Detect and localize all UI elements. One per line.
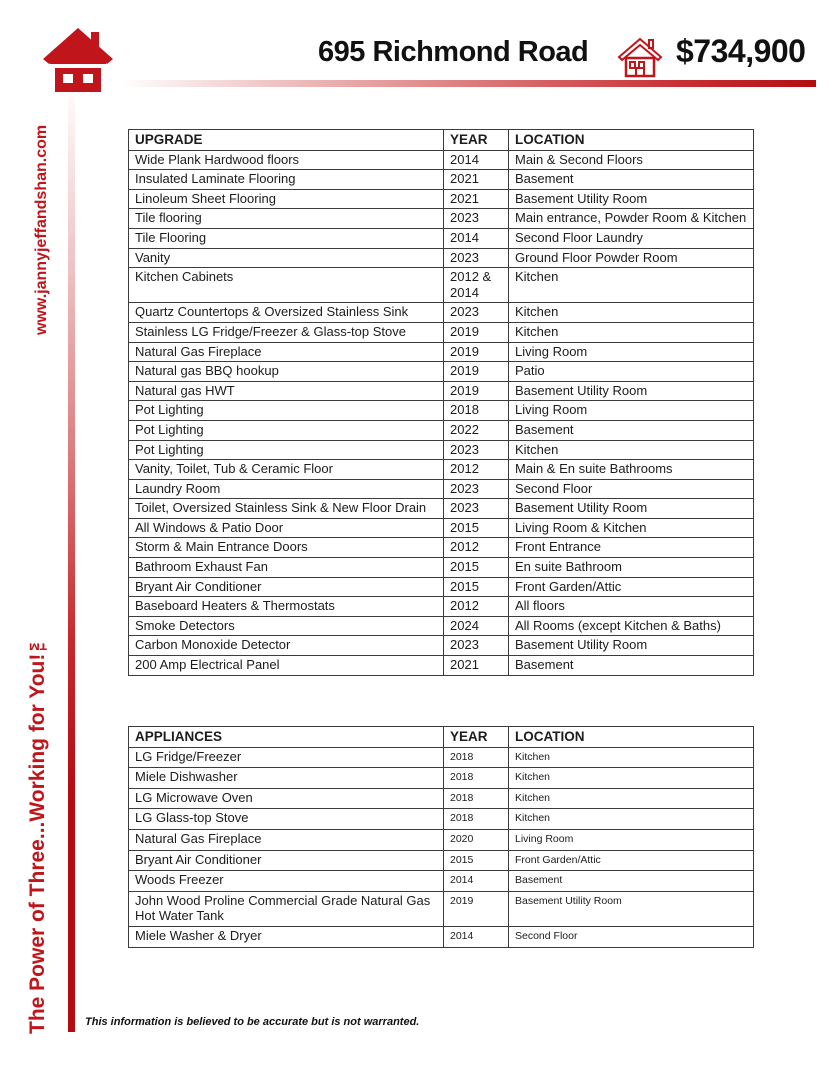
table-cell: Natural gas HWT <box>129 381 444 401</box>
table-cell: 2015 <box>444 558 509 578</box>
table-cell: 2015 <box>444 577 509 597</box>
table-cell: Vanity, Toilet, Tub & Ceramic Floor <box>129 460 444 480</box>
table-cell: Living Room <box>509 829 754 850</box>
table-cell: Pot Lighting <box>129 401 444 421</box>
table-cell: LG Fridge/Freezer <box>129 747 444 768</box>
table-cell: Second Floor <box>509 926 754 947</box>
table-cell: 2018 <box>444 768 509 789</box>
table-row <box>129 499 754 519</box>
table-cell: Kitchen <box>509 747 754 768</box>
table-row <box>129 248 754 268</box>
table-cell: 2012 <box>444 597 509 617</box>
table-cell: Basement Utility Room <box>509 499 754 519</box>
table-cell: John Wood Proline Commercial Grade Natural Gas Hot Water Tank <box>129 891 444 926</box>
table-cell: Kitchen <box>509 809 754 830</box>
website-link[interactable]: www.jannyjeffandshan.com <box>33 124 50 335</box>
table-row <box>129 850 754 871</box>
table-cell: Vanity <box>129 248 444 268</box>
column-header-year: YEAR <box>444 727 509 748</box>
table-cell: Natural Gas Fireplace <box>129 829 444 850</box>
table-cell: Baseboard Heaters & Thermostats <box>129 597 444 617</box>
table-cell: Carbon Monoxide Detector <box>129 636 444 656</box>
table-cell: 2014 <box>444 871 509 892</box>
table-cell: Basement <box>509 170 754 190</box>
table-cell: Natural gas BBQ hookup <box>129 362 444 382</box>
table-row <box>129 809 754 830</box>
table-cell: 2014 <box>444 228 509 248</box>
table-cell: Second Floor <box>509 479 754 499</box>
table-cell: Kitchen <box>509 788 754 809</box>
table-cell: Tile Flooring <box>129 228 444 248</box>
table-cell: Laundry Room <box>129 479 444 499</box>
house-filled-icon <box>42 28 114 92</box>
table-cell: Bryant Air Conditioner <box>129 850 444 871</box>
table-cell: 2015 <box>444 850 509 871</box>
table-cell: Ground Floor Powder Room <box>509 248 754 268</box>
table-row <box>129 829 754 850</box>
price: $734,900 <box>676 33 806 69</box>
table-cell: Woods Freezer <box>129 871 444 892</box>
table-cell: Pot Lighting <box>129 440 444 460</box>
table-cell: Basement Utility Room <box>509 381 754 401</box>
table-cell: Front Entrance <box>509 538 754 558</box>
table-cell: Miele Washer & Dryer <box>129 926 444 947</box>
table-row <box>129 460 754 480</box>
table-cell: 2014 <box>444 150 509 170</box>
table-cell: Wide Plank Hardwood floors <box>129 150 444 170</box>
appliances-table <box>128 726 754 948</box>
table-cell: 2022 <box>444 420 509 440</box>
table-cell: Living Room & Kitchen <box>509 518 754 538</box>
table-row <box>129 228 754 248</box>
table-cell: 2023 <box>444 636 509 656</box>
table-row <box>129 616 754 636</box>
table-cell: Kitchen <box>509 268 754 303</box>
table-cell: 2012 & 2014 <box>444 268 509 303</box>
table-cell: 2021 <box>444 170 509 190</box>
table-row <box>129 747 754 768</box>
table-cell: Bathroom Exhaust Fan <box>129 558 444 578</box>
table-row <box>129 926 754 947</box>
table-cell: Basement <box>509 871 754 892</box>
table-cell: LG Glass-top Stove <box>129 809 444 830</box>
table-row <box>129 518 754 538</box>
table-row <box>129 401 754 421</box>
appliances-header-row <box>129 727 754 748</box>
table-cell: Living Room <box>509 342 754 362</box>
column-header-upgrade: UPGRADE <box>129 130 444 151</box>
table-cell: LG Microwave Oven <box>129 788 444 809</box>
table-cell: Front Garden/Attic <box>509 850 754 871</box>
table-cell: Kitchen <box>509 303 754 323</box>
table-cell: 2019 <box>444 381 509 401</box>
table-cell: 2019 <box>444 362 509 382</box>
table-cell: Main entrance, Powder Room & Kitchen <box>509 209 754 229</box>
table-cell: 2018 <box>444 747 509 768</box>
table-row <box>129 656 754 676</box>
table-cell: 2021 <box>444 189 509 209</box>
table-cell: Kitchen <box>509 440 754 460</box>
table-cell: Stainless LG Fridge/Freezer & Glass-top Stove <box>129 322 444 342</box>
table-cell: Living Room <box>509 401 754 421</box>
table-cell: All Rooms (except Kitchen & Baths) <box>509 616 754 636</box>
disclaimer-text: This information is believed to be accurate but is not warranted. <box>85 1016 420 1028</box>
table-row <box>129 362 754 382</box>
table-row <box>129 303 754 323</box>
table-row <box>129 381 754 401</box>
table-cell: 2023 <box>444 499 509 519</box>
table-cell: 2018 <box>444 809 509 830</box>
table-cell: 2023 <box>444 479 509 499</box>
table-row <box>129 150 754 170</box>
table-cell: Main & En suite Bathrooms <box>509 460 754 480</box>
table-cell: 2014 <box>444 926 509 947</box>
column-header-location: LOCATION <box>509 130 754 151</box>
table-cell: Tile flooring <box>129 209 444 229</box>
table-row <box>129 170 754 190</box>
table-row <box>129 577 754 597</box>
table-cell: Toilet, Oversized Stainless Sink & New Floor Drain <box>129 499 444 519</box>
header-divider <box>120 80 816 87</box>
table-cell: 2018 <box>444 788 509 809</box>
table-cell: Second Floor Laundry <box>509 228 754 248</box>
table-cell: All Windows & Patio Door <box>129 518 444 538</box>
table-cell: 2012 <box>444 460 509 480</box>
table-row <box>129 597 754 617</box>
table-cell: 2023 <box>444 440 509 460</box>
page-title: 695 Richmond Road <box>318 36 589 68</box>
table-cell: 2015 <box>444 518 509 538</box>
vertical-divider <box>68 95 75 1032</box>
table-cell: 2020 <box>444 829 509 850</box>
table-cell: 2019 <box>444 342 509 362</box>
upgrades-table <box>128 129 754 676</box>
table-row <box>129 322 754 342</box>
table-cell: 2023 <box>444 303 509 323</box>
table-cell: Linoleum Sheet Flooring <box>129 189 444 209</box>
table-cell: Front Garden/Attic <box>509 577 754 597</box>
table-cell: Basement Utility Room <box>509 891 754 926</box>
slogan: The Power of Three...Working for You!™ <box>26 630 49 1034</box>
table-cell: Quartz Countertops & Oversized Stainless Sink <box>129 303 444 323</box>
table-cell: Smoke Detectors <box>129 616 444 636</box>
table-row <box>129 558 754 578</box>
table-cell: Basement Utility Room <box>509 189 754 209</box>
table-cell: Bryant Air Conditioner <box>129 577 444 597</box>
table-cell: En suite Bathroom <box>509 558 754 578</box>
table-cell: 2023 <box>444 248 509 268</box>
table-row <box>129 440 754 460</box>
table-cell: Kitchen <box>509 322 754 342</box>
table-row <box>129 788 754 809</box>
table-cell: Miele Dishwasher <box>129 768 444 789</box>
column-header-location: LOCATION <box>509 727 754 748</box>
column-header-year: YEAR <box>444 130 509 151</box>
table-cell: Pot Lighting <box>129 420 444 440</box>
table-row <box>129 268 754 303</box>
table-row <box>129 342 754 362</box>
table-cell: 2012 <box>444 538 509 558</box>
table-row <box>129 636 754 656</box>
table-row <box>129 209 754 229</box>
column-header-appliances: APPLIANCES <box>129 727 444 748</box>
table-cell: 200 Amp Electrical Panel <box>129 656 444 676</box>
table-cell: Basement Utility Room <box>509 636 754 656</box>
table-cell: Kitchen <box>509 768 754 789</box>
table-row <box>129 189 754 209</box>
table-cell: 2019 <box>444 322 509 342</box>
table-cell: Storm & Main Entrance Doors <box>129 538 444 558</box>
table-cell: 2023 <box>444 209 509 229</box>
table-row <box>129 420 754 440</box>
house-outline-icon <box>617 37 663 80</box>
table-row <box>129 479 754 499</box>
upgrades-header-row <box>129 130 754 151</box>
table-cell: Natural Gas Fireplace <box>129 342 444 362</box>
table-cell: Basement <box>509 656 754 676</box>
table-cell: Insulated Laminate Flooring <box>129 170 444 190</box>
table-cell: Patio <box>509 362 754 382</box>
table-cell: 2019 <box>444 891 509 926</box>
table-cell: Kitchen Cabinets <box>129 268 444 303</box>
table-row <box>129 891 754 926</box>
table-cell: 2024 <box>444 616 509 636</box>
table-cell: All floors <box>509 597 754 617</box>
table-row <box>129 768 754 789</box>
table-row <box>129 538 754 558</box>
table-cell: Basement <box>509 420 754 440</box>
table-row <box>129 871 754 892</box>
table-cell: 2021 <box>444 656 509 676</box>
table-cell: 2018 <box>444 401 509 421</box>
table-cell: Main & Second Floors <box>509 150 754 170</box>
